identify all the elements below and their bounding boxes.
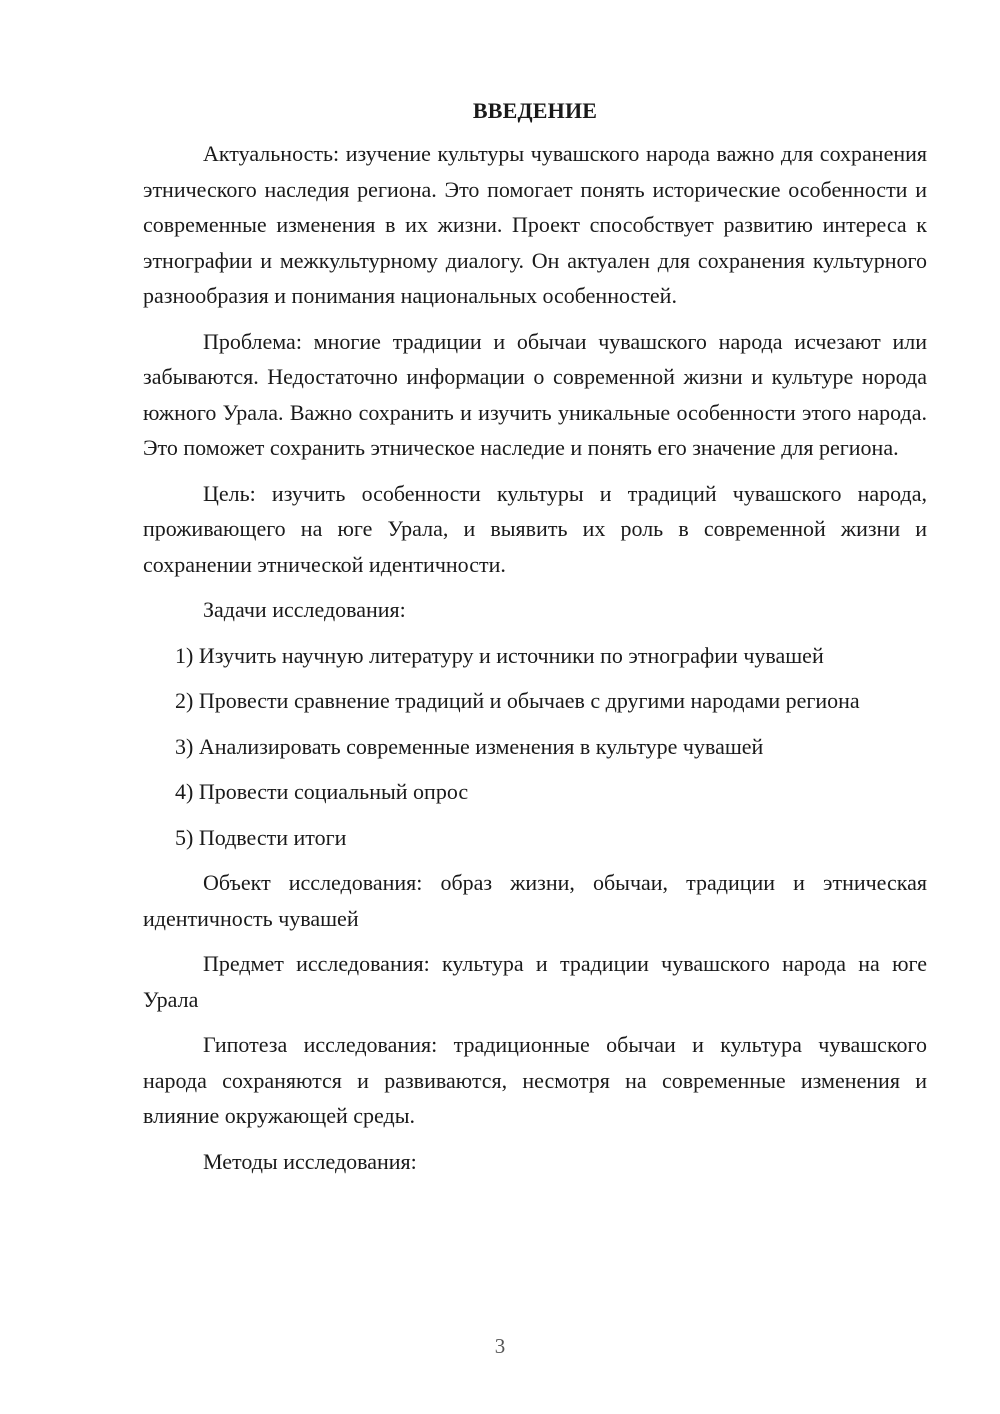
object-paragraph: Объект исследования: образ жизни, обычаи, традиции и этническая идентичность чувашей	[143, 870, 927, 931]
task-item-1: 1) Изучить научную литературу и источники по этнографии чувашей	[175, 642, 824, 668]
task-item-2: 2) Провести сравнение традиций и обычаев с другими народами региона	[175, 688, 860, 713]
page-number: 3	[494, 1334, 506, 1358]
subject-paragraph: Предмет исследования: культура и традиции чувашского народа на юге Урала	[143, 951, 927, 1012]
problem-paragraph: Проблема: многие традиции и обычаи чувашского народа исчезают или забываются. Недостаточно информации о современной жизни и культуре норода южного Урала. Важно сохранить и изучить уникальные особенности этого народа. Это поможет сохранить этническое наследие и понять его значение для региона.	[143, 328, 927, 460]
relevance-paragraph: Актуальность: изучение культуры чувашского народа важно для сохранения этнического наследия региона. Это помогает понять исторические особенности и современные изменения в их жизни. Проект способствует развитию интереса к этнографии и межкультурному диалогу. Он актуален для сохранения культурного разнообразия и понимания национальных особенностей.	[143, 141, 927, 308]
task-item-5: 5) Подвести итоги	[175, 824, 347, 850]
task-item-4: 4) Провести социальный опрос	[175, 779, 469, 804]
page-content	[143, 95, 927, 1189]
tasks-list	[143, 638, 927, 856]
hypothesis-paragraph: Гипотеза исследования: традиционные обычаи и культура чувашского народа сохраняются и развиваются, несмотря на современные изменения и влияние окружающей среды.	[143, 1032, 927, 1128]
task-item-3: 3) Анализировать современные изменения в культуре чувашей	[175, 733, 764, 759]
page-title: ВВЕДЕНИЕ	[472, 98, 598, 123]
methods-heading: Методы исследования:	[203, 1148, 417, 1174]
tasks-heading: Задачи исследования:	[203, 597, 406, 622]
goal-paragraph: Цель: изучить особенности культуры и традиций чувашского народа, проживающего на юге Урала, и выявить их роль в современной жизни и сохранении этнической идентичности.	[143, 480, 927, 577]
